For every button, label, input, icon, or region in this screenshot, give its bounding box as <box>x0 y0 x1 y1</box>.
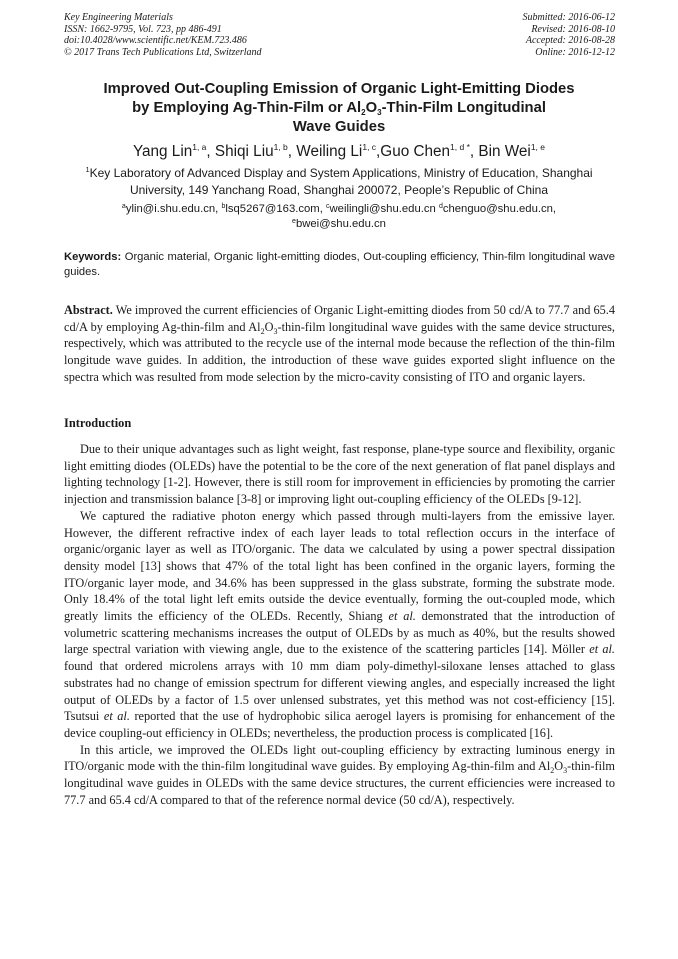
paragraph: We captured the radiative photon energy which passed through multi-layers from the emissive layer. However, the different refractive index of each layer leads to total reflection occurs in the interface of organic/organic layer as well as ITO/organic. The data we calculated by using a power spectral dissipation density model [13] shows that 47% of the total light has been confined in the organic layers, forming the ITO/organic layer mode, and 34.6% has been suppressed in the glass substrate, forming the substrate mode. Only 18.4% of the total light left emits outside the device eventually, forming the out-coupled mode, which greatly limits the efficiency of the OLEDs. Recently, Shiang et al. demonstrated that the introduction of volumetric scattering mechanisms increases the output of OLEDs by as much as 40%, but the results showed large spectral variation with viewing angle, due to the existence of the scattering particles [14]. Möller et al. found that ordered microlens arrays with 10 mm diam poly-dimethyl-siloxane lenses attached to glass substrates had no change of emission spectrum for different viewing angles, and especially increased the light output of OLEDs by a factor of 1.5 over unlensed substrates, yet this method was not cost-efficiency [15]. Tsutsui et al. reported that the use of hydrophobic silica aerogel layers is promising for enhancement of the device coupling-out efficiency in OLEDs; nevertheless, the production process is complicated [16]. <box>64 508 616 740</box>
keywords <box>64 250 615 280</box>
copyright-line: © 2017 Trans Tech Publications Ltd, Switzerland <box>64 46 262 58</box>
keywords-label: Keywords: <box>64 251 122 263</box>
abstract: Abstract. We improved the current efficiencies of Organic Light-emitting diodes from 50 cd/A to 77.7 and 65.4 cd/A by employing Ag-thin-film and $Al_2O_3-thin$-film longitudinal wave guides with the same device structures, respectively, which was attributed to the recycle use of the internal mode because the reflection of the thin-film longitude wave guides. In addition, the introduction of these wave guides exported slight influence on the spectra which was resulted from mode selection by the micro-cavity consisting of ITO and organic layers. <box>64 303 615 384</box>
journal-info <box>64 12 262 58</box>
affiliation <box>40 165 638 199</box>
author: Bin Wei$^{1, e}$ <box>478 142 546 160</box>
online-date: Online: 2016-12-12 <box>535 46 615 58</box>
paper-title <box>60 80 618 137</box>
author: Weiling Li$^{1, c}$, <box>296 142 381 160</box>
journal-name: Key Engineering Materials <box>64 12 173 23</box>
affiliation-line-2: University, 149 Yanchang Road, Shanghai 200072, People’s Republic of China <box>129 183 549 197</box>
email-line-2: $^e$bwei@shu.edu.cn <box>292 218 386 230</box>
keywords-text: Organic material, Organic light-emitting diodes, Out-coupling efficiency, Thin-film longitudinal wave guides. <box>64 251 615 278</box>
section-heading: Introduction <box>64 416 132 430</box>
paragraph: In this article, we improved the OLEDs light out-coupling efficiency by extracting luminous energy in ITO/organic mode with the thin-film longitudinal wave guides. By employing Ag-thin-film and $Al_2O_3-thin$-film longitudinal wave guides in OLEDs with the same device structures, the current efficiencies were increased to 77.7 and 65.4 cd/A compared to that of the reference normal device (50 cd/A), respectively. <box>64 742 615 807</box>
doi-line: doi:10.4028/www.scientific.net/KEM.723.486 <box>64 35 247 47</box>
author-list <box>40 143 638 161</box>
affiliation-line-1: $^1$Key Laboratory of Advanced Display and System Applications, Ministry of Education, Shanghai <box>85 165 593 180</box>
author: Yang Lin$^{1, a}$, <box>132 142 215 160</box>
title-line-3: Wave Guides <box>292 119 386 135</box>
author: Guo Chen$^{1, d *}$, <box>380 142 479 160</box>
issn-line: ISSN: 1662-9795, Vol. 723, pp 486-491 <box>64 23 222 35</box>
author: Shiqi Liu$^{1, b}$, <box>214 142 297 160</box>
submitted-date: Submitted: 2016-06-12 <box>522 12 615 23</box>
introduction-body <box>64 441 615 808</box>
author-emails <box>40 202 638 232</box>
paragraph: Due to their unique advantages such as light weight, fast response, plane-type source and flexibility, organic light emitting diodes (OLEDs) have the potential to be the core of the next generation of flat panel displays and lighting technology [1-2]. However, there is still room for improvement in efficiencies by promoting the carrier injection and transmission balance [3-8] or improving light out-coupling efficiency of the OLEDs [9-12]. <box>64 442 615 507</box>
title-line-1: Improved Out-Coupling Emission of Organic Light-Emitting Diodes <box>103 81 575 97</box>
abstract-label: Abstract. <box>64 303 113 317</box>
accepted-date: Accepted: 2016-08-28 <box>525 35 615 47</box>
title-line-2: by Employing Ag-Thin-Film or $Al_2O_3-Thin$-Film Longitudinal <box>132 100 546 117</box>
revised-date: Revised: 2016-08-10 <box>531 23 615 35</box>
publication-dates <box>523 12 616 58</box>
email-line-1: $^a$ylin@i.shu.edu.cn, $^b$lsq5267@163.com, $^c$weilingli@shu.edu.cn $^d$chenguo@shu.edu.cn, <box>121 203 557 215</box>
